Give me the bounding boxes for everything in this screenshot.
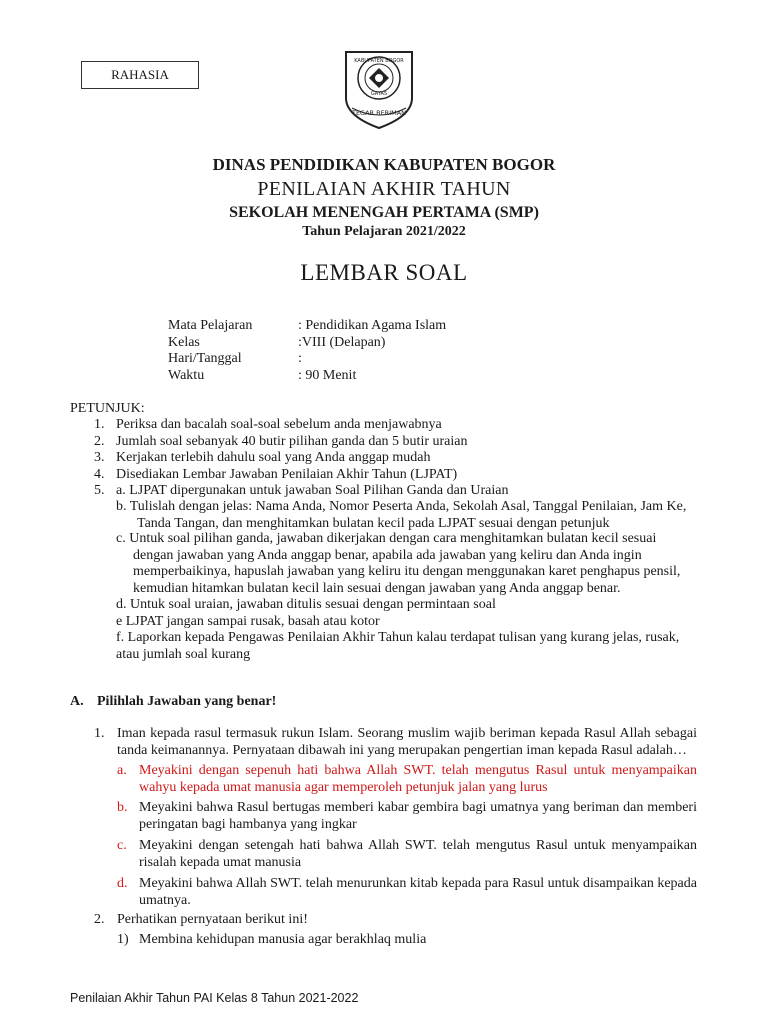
option-c — [139, 838, 697, 871]
exam-heading: PENILAIAN AKHIR TAHUN — [257, 178, 511, 200]
info-row — [168, 318, 446, 335]
list-item: Kerjakan terlebih dahulu soal yang Anda anggap mudah — [116, 450, 431, 465]
instruction-text: c. Untuk soal pilihan ganda, jawaban dikerjakan dengan cara menghitamkan bulatan kecil sesuai — [116, 531, 657, 546]
section-letter: A. — [70, 694, 84, 709]
school-heading: SEKOLAH MENENGAH PERTAMA (SMP) — [229, 204, 539, 221]
question-line: Iman kepada rasul termasuk rukun Islam. Seorang muslim wajib beriman kepada Rasul Allah sebagai — [117, 726, 697, 741]
option-line: wahyu kepada umat manusia agar memperoleh petunjuk jalan yang lurus — [139, 779, 548, 795]
instructions-heading: PETUNJUK: — [70, 401, 145, 416]
option-line: risalah kepada umat manusia — [139, 854, 302, 870]
instruction-text: d. Untuk soal uraian, jawaban ditulis sesuai dengan permintaan soal — [116, 597, 496, 612]
list-item: Periksa dan bacalah soal-soal sebelum anda menjawabnya — [116, 417, 442, 432]
logo-banner-text: TEGAR BERIMAN — [351, 109, 407, 117]
list-number: 5. — [94, 483, 105, 498]
list-number: 3. — [94, 450, 105, 465]
list-item: a. LJPAT dipergunakan untuk jawaban Soal Pilihan Ganda dan Uraian — [116, 483, 509, 498]
option-line: peringatan bagi hambanya yang ingkar — [139, 816, 357, 832]
instruction-b — [116, 499, 686, 532]
option-line: Meyakini dengan setengah hati bahwa Allah SWT. telah mengutus Rasul untuk menyampaikan — [139, 838, 697, 853]
instruction-text: memperbaikinya, hapuslah jawaban yang keliru itu dengan menggunakan karet penghapus pensil, — [133, 564, 681, 579]
info-value: : — [298, 351, 302, 366]
list-item: Jumlah soal sebanyak 40 butir pilihan ganda dan 5 butir uraian — [116, 433, 468, 449]
info-label: Hari/Tanggal — [168, 351, 242, 366]
instruction-text: b. Tulislah dengan jelas: Nama Anda, Nomor Peserta Anda, Sekolah Asal, Tanggal Penilaian, Jam Ke, — [116, 499, 687, 514]
list-number: 4. — [94, 466, 105, 482]
list-number: 2. — [94, 433, 105, 449]
info-value: :VIII (Delapan) — [298, 334, 386, 350]
option-letter-c: c. — [117, 838, 127, 853]
option-letter-a: a. — [117, 763, 127, 778]
question-text — [117, 726, 697, 759]
page-footer: Penilaian Akhir Tahun PAI Kelas 8 Tahun 2021-2022 — [70, 991, 359, 1005]
academic-year: Tahun Pelajaran 2021/2022 — [302, 224, 466, 239]
option-line: Meyakini dengan sepenuh hati bahwa Allah SWT. telah mengutus Rasul untuk menyampaikan — [139, 763, 697, 778]
option-d — [139, 876, 697, 909]
info-row — [168, 351, 446, 368]
option-letter-b: b. — [117, 800, 128, 815]
option-line: umatnya. — [139, 892, 191, 908]
question-number: 2. — [94, 912, 105, 927]
instructions-list — [70, 417, 750, 499]
question-text: Perhatikan pernyataan berikut ini! — [117, 912, 308, 927]
instruction-text: f. Laporkan kepada Pengawas Penilaian Akhir Tahun kalau terdapat tulisan yang kurang jelas, rusak, — [116, 630, 680, 645]
info-row — [168, 368, 446, 385]
instruction-text: Tanda Tangan, dan menghitamkan bulatan kecil pada LJPAT sesuai dengan petunjuk — [137, 515, 610, 531]
instruction-text: atau jumlah soal kurang — [116, 646, 251, 662]
option-line: Meyakini bahwa Rasul bertugas memberi kabar gembira bagi umatnya yang beriman dan memberi — [139, 800, 697, 815]
info-value: : Pendidikan Agama Islam — [298, 318, 447, 333]
option-line: Meyakini bahwa Allah SWT. telah menurunkan kitab kepada para Rasul untuk disampaikan kepada — [139, 876, 697, 891]
instruction-text: e LJPAT jangan sampai rusak, basah atau kotor — [116, 613, 380, 629]
logo-center-text: GAYAS — [370, 91, 388, 97]
option-letter-d: d. — [117, 876, 128, 891]
statement-text: Membina kehidupan manusia agar berakhlaq mulia — [139, 932, 427, 947]
instruction-d — [116, 597, 679, 663]
list-item: Disediakan Lembar Jawaban Penilaian Akhir Tahun (LJPAT) — [116, 466, 458, 482]
question-number: 1. — [94, 726, 105, 741]
page-title: LEMBAR SOAL — [300, 260, 468, 285]
instruction-text: kemudian hitamkan bulatan kecil lain sesuai dengan jawaban yang Anda anggap benar. — [133, 580, 621, 596]
exam-info — [168, 318, 446, 384]
option-a-correct — [139, 763, 697, 796]
statement-number: 1) — [117, 932, 129, 947]
agency-heading: DINAS PENDIDIKAN KABUPATEN BOGOR — [212, 155, 556, 174]
info-value: : 90 Menit — [298, 367, 357, 383]
instruction-c — [116, 531, 680, 597]
info-label: Waktu — [168, 367, 205, 383]
section-title: Pilihlah Jawaban yang benar! — [97, 694, 277, 709]
info-label: Kelas — [168, 334, 200, 350]
list-number: 1. — [94, 417, 105, 432]
instruction-text: dengan jawaban yang Anda anggap benar, apabila ada jawaban yang keliru dan Anda ingin — [133, 547, 642, 563]
logo-top-text: KABUPATEN BOGOR — [354, 58, 404, 64]
rahasia-stamp: RAHASIA — [81, 61, 199, 89]
option-b — [139, 800, 697, 833]
info-row — [168, 335, 446, 352]
regency-emblem-logo — [342, 48, 416, 130]
info-label: Mata Pelajaran — [168, 318, 253, 333]
question-line: tanda keimanannya. Pernyataan dibawah ini yang merupakan pengertian iman kepada Rasul adalah… — [117, 742, 687, 758]
